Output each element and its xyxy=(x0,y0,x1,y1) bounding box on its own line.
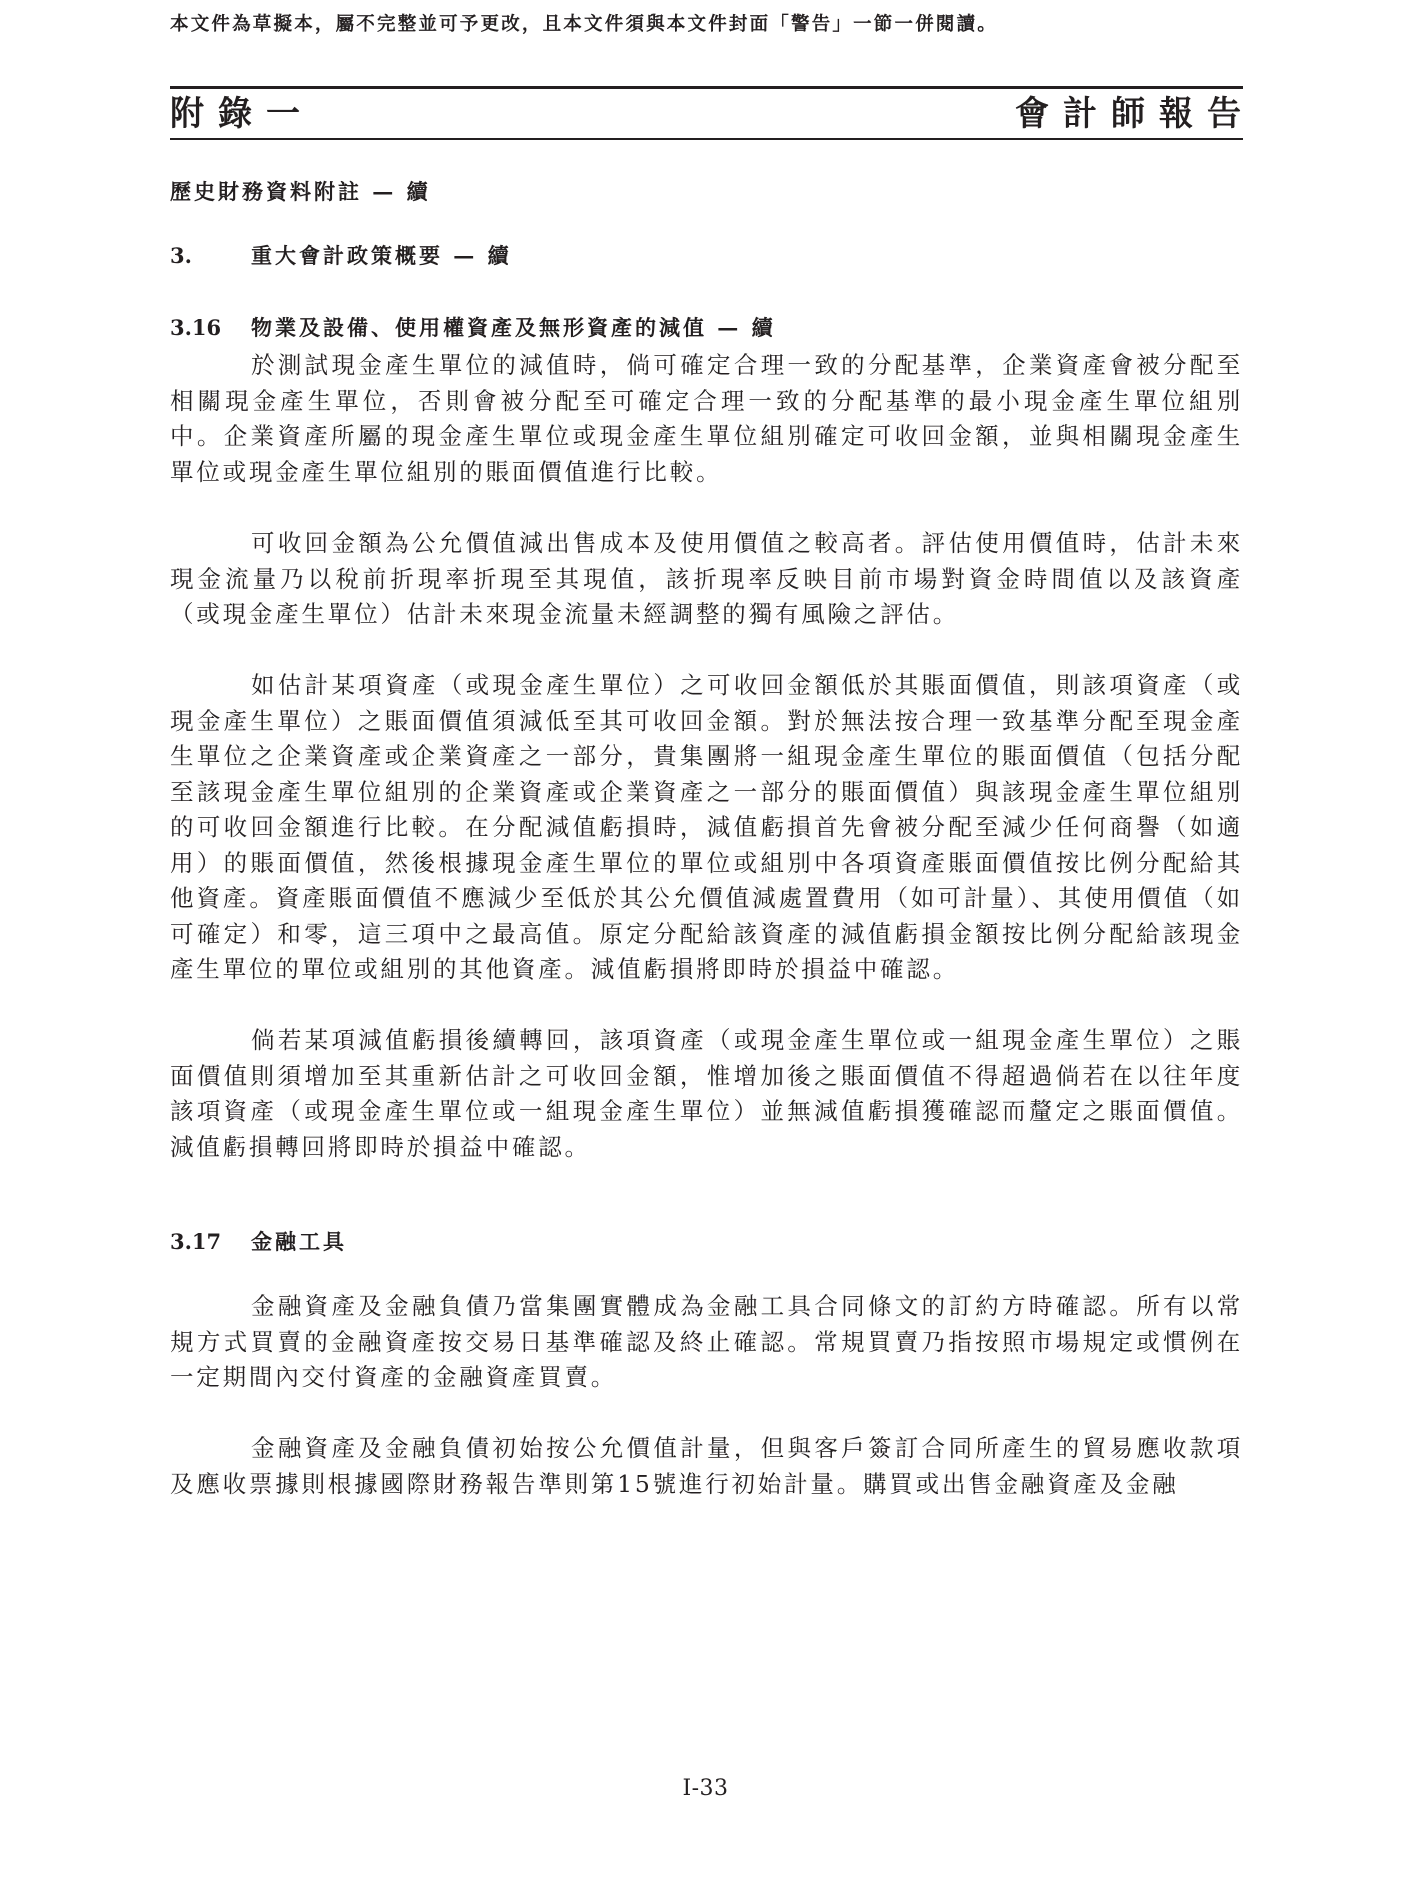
draft-disclaimer: 本文件為草擬本，屬不完整並可予更改，且本文件須與本文件封面「警告」一節一併閱讀。 xyxy=(170,14,999,35)
header-rule-bottom xyxy=(170,138,1243,140)
subsection-3-16-title: 物業及設備、使用權資產及無形資產的減值 — 續 xyxy=(251,315,776,340)
subsection-3-17-heading xyxy=(170,1226,347,1256)
subsection-3-17-title: 金融工具 xyxy=(251,1229,347,1254)
subsection-3-16-number: 3.16 xyxy=(170,315,222,340)
section-heading: 歷史財務資料附註 — 續 xyxy=(170,179,431,204)
paragraph: 倘若某項減值虧損後續轉回，該項資產（或現金產生單位或一組現金產生單位）之賬面價值則須增加至其重新估計之可收回金額，惟增加後之賬面價值不得超過倘若在以往年度該項資產（或現金產生單位或一組現金產生單位）並無減值虧損獲確認而釐定之賬面價值。減值虧損轉回將即時於損益中確認。 xyxy=(170,1026,1243,1161)
page-number: I-33 xyxy=(682,1776,729,1801)
section-3-title: 重大會計政策概要 — 續 xyxy=(251,243,512,268)
appendix-label: 附錄一 xyxy=(170,94,314,134)
paragraph: 於測試現金產生單位的減值時，倘可確定合理一致的分配基準，企業資產會被分配至相關現金產生單位，否則會被分配至可確定合理一致的分配基準的最小現金產生單位組別中。企業資產所屬的現金產生單位或現金產生單位組別確定可收回金額，並與相關現金產生單位或現金產生單位組別的賬面價值進行比較。 xyxy=(170,351,1243,486)
subsection-3-17-number: 3.17 xyxy=(170,1229,222,1254)
section-3-number: 3. xyxy=(170,243,192,268)
header-rule-top xyxy=(170,86,1243,89)
paragraph: 金融資產及金融負債乃當集團實體成為金融工具合同條文的訂約方時確認。所有以常規方式買賣的金融資產按交易日基準確認及終止確認。常規買賣乃指按照市場規定或慣例在一定期間內交付資產的金融資產買賣。 xyxy=(170,1292,1243,1391)
paragraph: 可收回金額為公允價值減出售成本及使用價值之較高者。評估使用價值時，估計未來現金流量乃以稅前折現率折現至其現值，該折現率反映目前市場對資金時間值以及該資產（或現金產生單位）估計未來現金流量未經調整的獨有風險之評估。 xyxy=(170,529,1243,628)
section-3-heading xyxy=(170,240,512,270)
paragraph: 如估計某項資產（或現金產生單位）之可收回金額低於其賬面價值，則該項資產（或現金產生單位）之賬面價值須減低至其可收回金額。對於無法按合理一致基準分配至現金產生單位之企業資產或企業資產之一部分，貴集團將一組現金產生單位的賬面價值（包括分配至該現金產生單位組別的企業資產或企業資產之一部分的賬面價值）與該現金產生單位組別的可收回金額進行比較。在分配減值虧損時，減值虧損首先會被分配至減少任何商譽（如適用）的賬面價值，然後根據現金產生單位的單位或組別中各項資產賬面價值按比例分配給其他資產。資產賬面價值不應減少至低於其公允價值減處置費用（如可計量）、其使用價值（如可確定）和零，這三項中之最高值。原定分配給該資產的減值虧損金額按比例分配給該現金產生單位的單位或組別的其他資產。減值虧損將即時於損益中確認。 xyxy=(170,671,1243,983)
paragraph: 金融資產及金融負債初始按公允價值計量，但與客戶簽訂合同所產生的貿易應收款項及應收票據則根據國際財務報告準則第15號進行初始計量。購買或出售金融資產及金融 xyxy=(170,1434,1243,1498)
subsection-3-16-heading xyxy=(170,312,776,342)
report-title: 會計師報告 xyxy=(1015,94,1255,134)
